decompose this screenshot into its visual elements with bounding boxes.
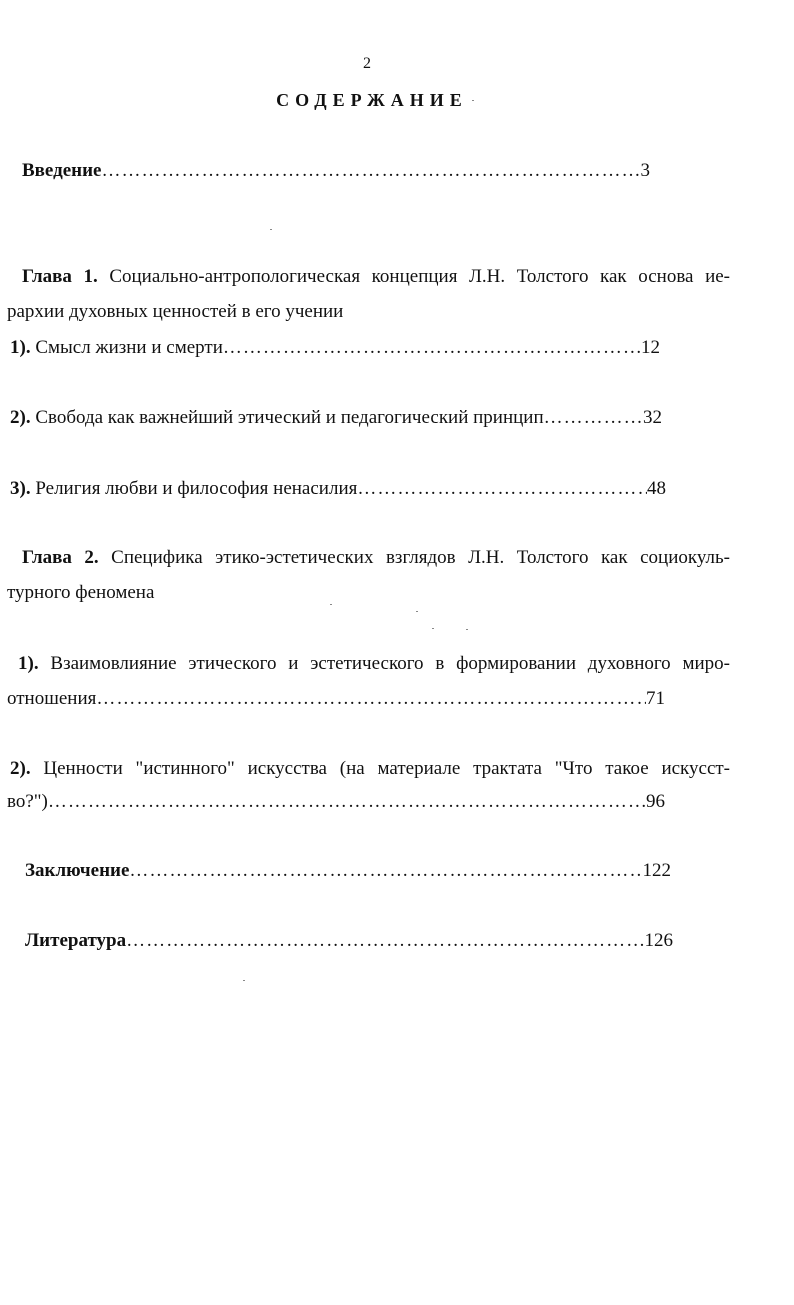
toc-leader-dots [48,791,646,813]
toc-entry-1-2[interactable] [10,407,662,429]
toc-section-page: 48 [647,478,666,499]
chapter-1-title-line-2: рархии духовных ценностей в его учении [7,301,344,322]
toc-entry-literature[interactable] [25,930,673,952]
toc-section-page: 12 [641,337,660,358]
toc-leader-dots [357,478,647,500]
toc-chapter-2-heading[interactable] [22,547,730,569]
toc-entry-1-1[interactable] [10,337,660,359]
scan-speck [466,629,468,630]
toc-leader-dots [96,688,646,710]
toc-section-text-cont: отношения [7,688,97,709]
toc-conclusion-label: Заключение [25,860,130,881]
toc-literature-page: 126 [644,930,673,951]
page-number: 2 [363,55,371,72]
toc-entry-2-1-line-2[interactable] [7,688,665,710]
toc-section-page: 96 [646,791,665,812]
toc-intro-page: 3 [640,160,650,181]
chapter-2-title-line-2: турного феномена [7,582,155,603]
toc-chapter-1-heading[interactable] [22,266,730,288]
toc-intro-label: Введение [22,160,102,181]
toc-leader-dots [223,337,641,359]
toc-section-text: 2). Свобода как важнейший этический и педагогический принцип [10,407,544,428]
toc-entry-intro[interactable] [22,160,650,182]
scan-speck [432,628,434,629]
toc-literature-label: Литература [25,930,127,951]
scan-speck [330,604,332,605]
toc-entry-2-2-line-1[interactable] [10,758,730,780]
toc-entry-1-3[interactable] [10,478,666,500]
toc-section-text: 1). Взаимовлияние этического и эстетического в формировании духовного миро- [18,653,731,674]
scan-speck [270,229,272,230]
toc-section-text: 2). Ценности "истинного" искусства (на материале трактата "Что такое искусст- [10,758,731,779]
toc-section-text: 3). Религия любви и философия ненасилия [10,478,358,499]
scan-speck [472,100,474,101]
chapter-2-title-line-1: Глава 2. Специфика этико-эстетических взглядов Л.Н. Толстого как социокуль- [22,547,730,568]
toc-leader-dots [544,407,643,429]
toc-section-page: 71 [646,688,665,709]
toc-leader-dots [126,930,644,952]
toc-leader-dots [129,860,642,882]
toc-entry-2-1-line-1[interactable] [18,653,730,675]
page-title: СОДЕРЖАНИЕ [276,90,468,110]
toc-section-text: 1). Смысл жизни и смерти [10,337,223,358]
scan-speck [416,611,418,612]
scan-speck [243,980,245,981]
chapter-1-title-line-1: Глава 1. Социально-антропологическая концепция Л.Н. Толстого как основа ие- [22,266,730,287]
toc-entry-2-2-line-2[interactable] [7,791,665,813]
toc-entry-conclusion[interactable] [25,860,671,882]
chapter-1-label: Глава 1. [22,266,98,287]
chapter-2-label: Глава 2. [22,547,99,568]
toc-conclusion-page: 122 [642,860,671,881]
toc-section-page: 32 [643,407,662,428]
toc-leader-dots [102,160,641,182]
toc-section-text-cont: во?") [7,791,48,812]
